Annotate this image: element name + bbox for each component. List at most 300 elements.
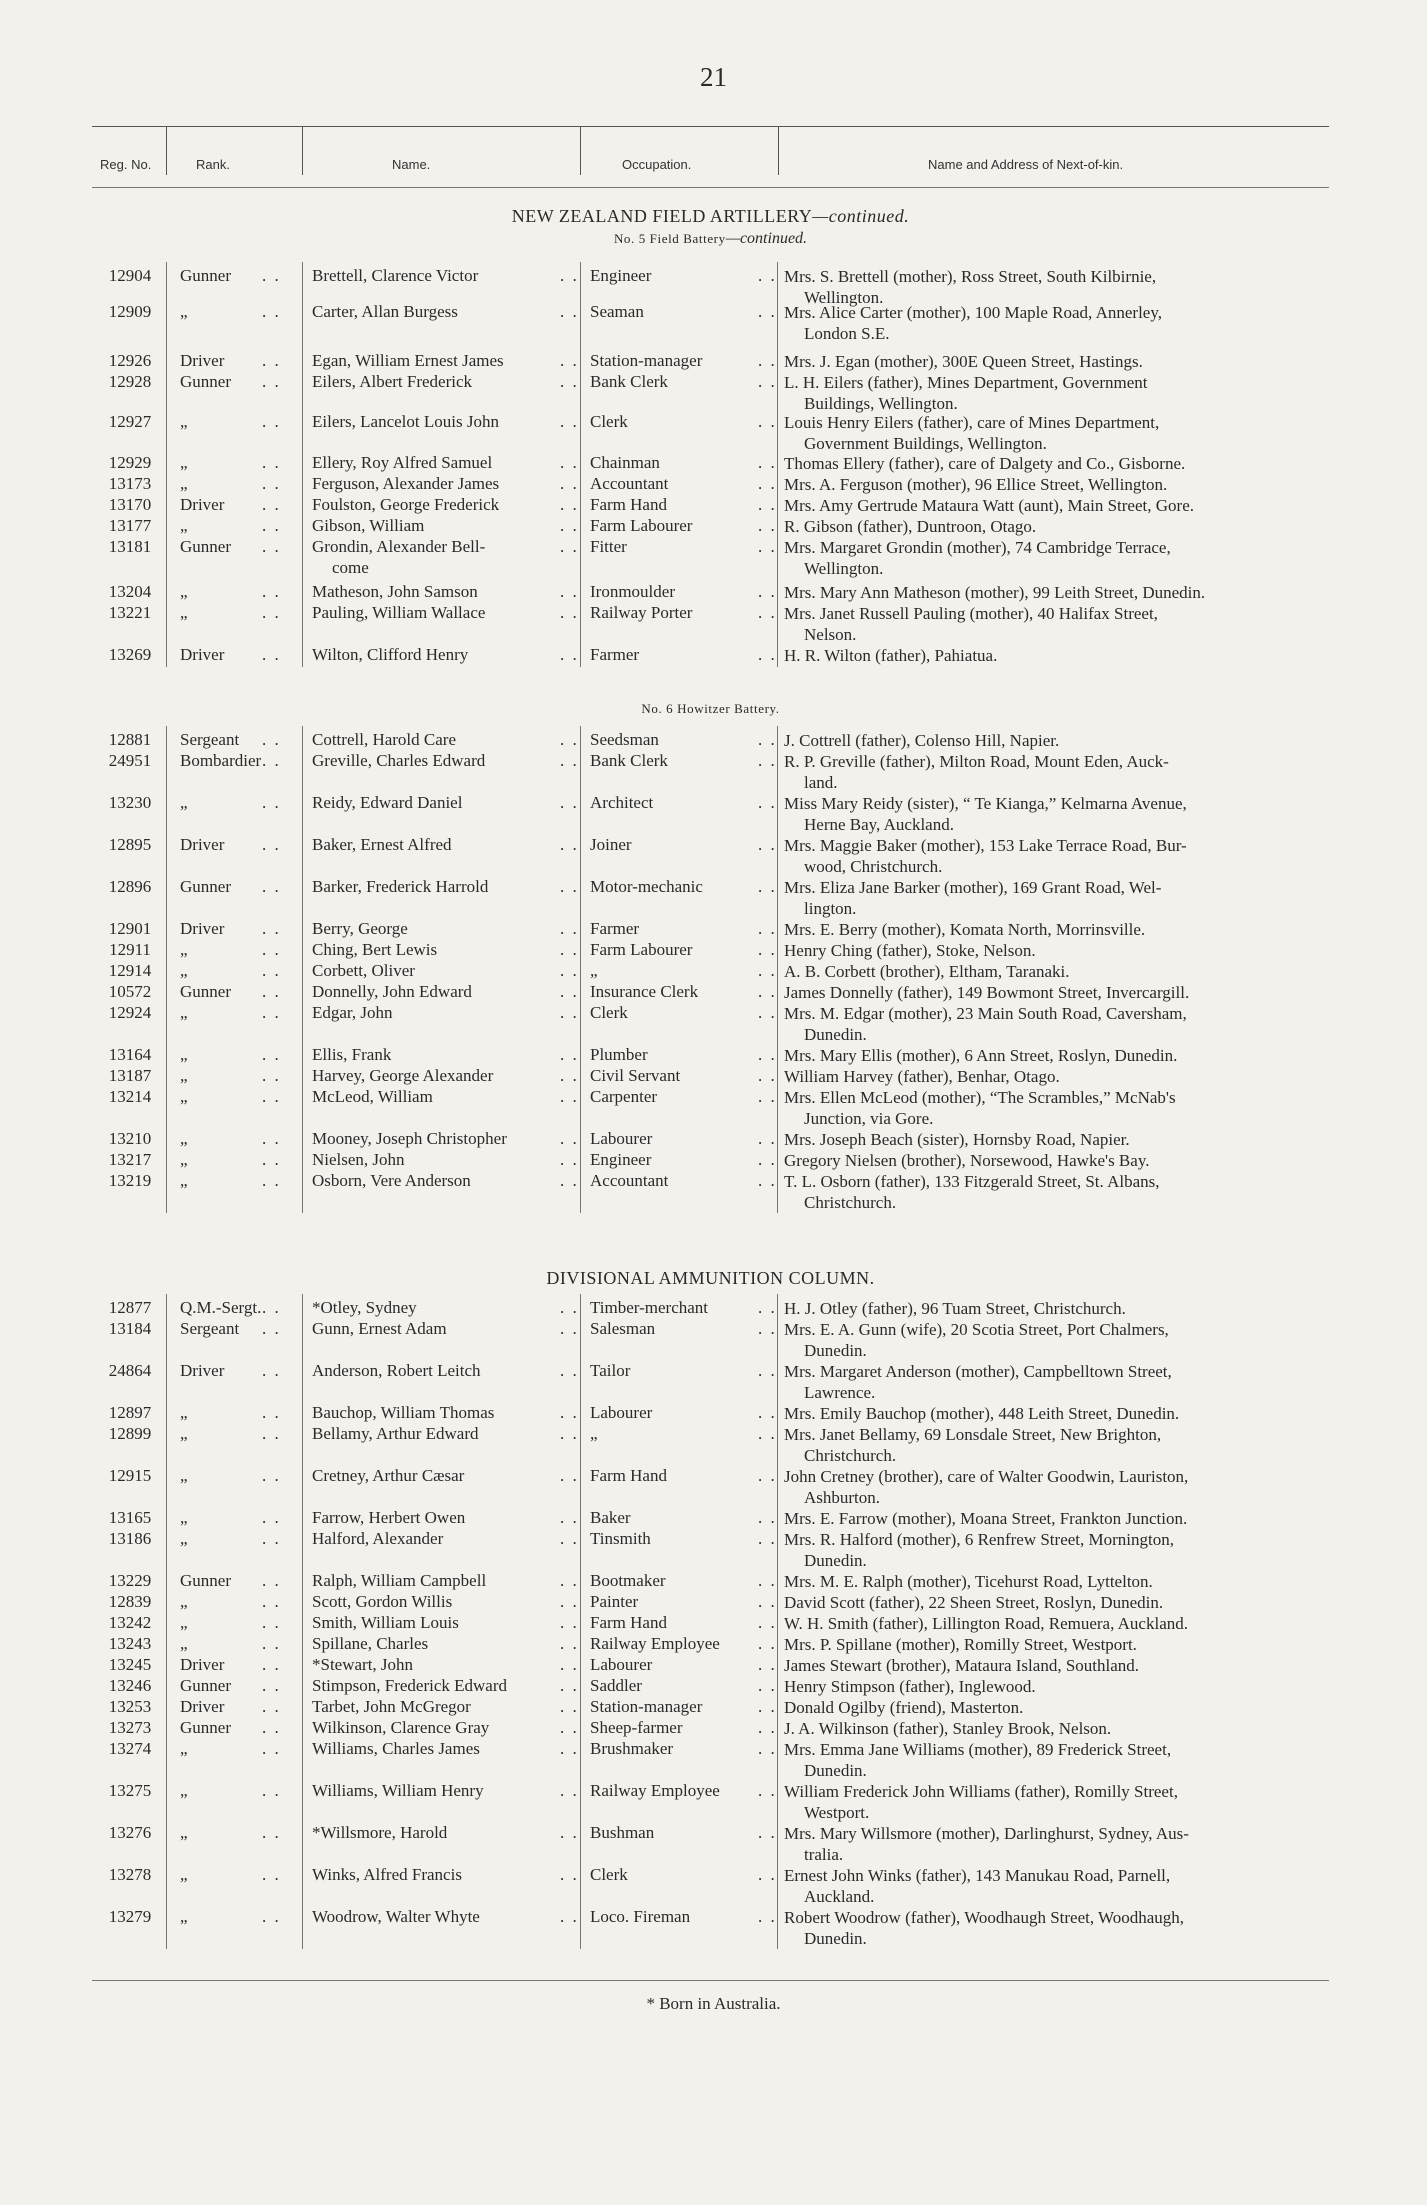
reg-number: 13245 xyxy=(108,1655,152,1674)
table-row xyxy=(0,495,1340,515)
next-of-kin xyxy=(784,1424,1350,1466)
rank: „ xyxy=(180,793,188,812)
occupation: Labourer xyxy=(590,1403,653,1422)
table-row xyxy=(0,1150,1340,1170)
next-of-kin-line: R. Gibson (father), Duntroon, Otago. xyxy=(784,517,1037,536)
occupation: Labourer xyxy=(590,1129,653,1148)
leader-dots: . . xyxy=(758,730,777,749)
occupation: Accountant xyxy=(590,474,669,493)
reg-number: 13274 xyxy=(108,1739,152,1758)
reg-number: 13210 xyxy=(108,1129,152,1148)
section-title-text: DIVISIONAL AMMUNITION COLUMN. xyxy=(546,1268,875,1288)
reg-number: 12914 xyxy=(108,961,152,980)
next-of-kin xyxy=(784,1634,1350,1655)
occupation: Loco. Fireman xyxy=(590,1907,691,1926)
next-of-kin xyxy=(784,1298,1350,1319)
occupation: Timber-merchant xyxy=(590,1298,709,1317)
occupation: Clerk xyxy=(590,1865,628,1884)
next-of-kin-line: Mrs. Margaret Anderson (mother), Campbelltown Street, xyxy=(784,1362,1172,1381)
leader-dots: . . xyxy=(758,877,777,896)
rank: „ xyxy=(180,1634,188,1653)
next-of-kin-line: Mrs. Margaret Grondin (mother), 74 Cambridge Terrace, xyxy=(784,538,1171,557)
next-of-kin-line: W. H. Smith (father), Lillington Road, Remuera, Auckland. xyxy=(784,1614,1188,1633)
next-of-kin xyxy=(784,919,1350,940)
leader-dots: . . xyxy=(758,582,777,601)
header-separator xyxy=(778,127,779,175)
next-of-kin-line: John Cretney (brother), care of Walter Goodwin, Lauriston, xyxy=(784,1467,1189,1486)
reg-number: 13204 xyxy=(108,582,152,601)
leader-dots: . . xyxy=(758,1319,777,1338)
rank: Bombardier xyxy=(180,751,262,770)
leader-dots: . . xyxy=(758,1865,777,1884)
next-of-kin-line: Mrs. Ellen McLeod (mother), “The Scrambles,” McNab's xyxy=(784,1088,1176,1107)
table-row xyxy=(0,961,1340,981)
leader-dots: . . xyxy=(560,1907,579,1926)
next-of-kin-line-continued: Christchurch. xyxy=(804,1446,897,1465)
next-of-kin xyxy=(784,877,1350,919)
next-of-kin xyxy=(784,982,1350,1003)
reg-number: 13187 xyxy=(108,1066,152,1085)
next-of-kin xyxy=(784,645,1350,666)
rank: „ xyxy=(180,1087,188,1106)
table-row xyxy=(0,877,1340,918)
leader-dots: . . xyxy=(758,1718,777,1737)
section-title-continued: —continued. xyxy=(812,206,910,226)
reg-number: 13214 xyxy=(108,1087,152,1106)
soldier-name: Mooney, Joseph Christopher xyxy=(312,1129,507,1148)
occupation: Farm Labourer xyxy=(590,516,693,535)
rank: „ xyxy=(180,1466,188,1485)
leader-dots: . . xyxy=(758,351,777,370)
leader-dots: . . xyxy=(758,982,777,1001)
rank: „ xyxy=(180,940,188,959)
next-of-kin xyxy=(784,453,1350,474)
next-of-kin xyxy=(784,412,1350,454)
next-of-kin-line-continued: Junction, via Gore. xyxy=(804,1109,934,1128)
leader-dots: . . xyxy=(758,1592,777,1611)
section-subtitle-text: No. 6 Howitzer Battery. xyxy=(641,701,780,716)
reg-number: 12839 xyxy=(108,1592,152,1611)
leader-dots: . . xyxy=(262,516,281,535)
table-row xyxy=(0,266,1340,307)
reg-number: 13186 xyxy=(108,1529,152,1548)
leader-dots: . . xyxy=(758,1781,777,1800)
leader-dots: . . xyxy=(262,919,281,938)
rank: „ xyxy=(180,1865,188,1884)
next-of-kin xyxy=(784,1655,1350,1676)
leader-dots: . . xyxy=(262,793,281,812)
table-row xyxy=(0,1087,1340,1128)
next-of-kin xyxy=(784,582,1350,603)
rank: Driver xyxy=(180,919,225,938)
table-row xyxy=(0,1508,1340,1528)
soldier-name: Pauling, William Wallace xyxy=(312,603,486,622)
rank: Gunner xyxy=(180,1718,231,1737)
rank: „ xyxy=(180,1739,188,1758)
next-of-kin-line-continued: Lawrence. xyxy=(804,1383,876,1402)
reg-number: 12901 xyxy=(108,919,152,938)
leader-dots: . . xyxy=(262,645,281,664)
soldier-name: Corbett, Oliver xyxy=(312,961,415,980)
leader-dots: . . xyxy=(758,1424,777,1443)
soldier-name: Halford, Alexander xyxy=(312,1529,444,1548)
next-of-kin-line: Mrs. Mary Ann Matheson (mother), 99 Leith Street, Dunedin. xyxy=(784,583,1206,602)
reg-number: 13165 xyxy=(108,1508,152,1527)
next-of-kin-line: Mrs. Mary Willsmore (mother), Darlinghurst, Sydney, Aus- xyxy=(784,1824,1189,1843)
table-row xyxy=(0,1466,1340,1507)
table-row xyxy=(0,1529,1340,1570)
table-row xyxy=(0,302,1340,343)
leader-dots: . . xyxy=(262,266,281,285)
reg-number: 13181 xyxy=(108,537,152,556)
occupation: Insurance Clerk xyxy=(590,982,699,1001)
leader-dots: . . xyxy=(758,940,777,959)
column-header xyxy=(92,126,1329,188)
leader-dots: . . xyxy=(262,1592,281,1611)
table-row xyxy=(0,412,1340,453)
leader-dots: . . xyxy=(262,1403,281,1422)
next-of-kin-line-continued: Wellington. xyxy=(804,559,884,578)
leader-dots: . . xyxy=(758,1529,777,1548)
occupation: „ xyxy=(590,1424,598,1443)
leader-dots: . . xyxy=(758,1907,777,1926)
table-row xyxy=(0,1171,1340,1212)
table-row xyxy=(0,1718,1340,1738)
leader-dots: . . xyxy=(262,1319,281,1338)
table-row xyxy=(0,453,1340,473)
soldier-name: *Willsmore, Harold xyxy=(312,1823,448,1842)
table-row xyxy=(0,1676,1340,1696)
rank: „ xyxy=(180,603,188,622)
soldier-name: Williams, William Henry xyxy=(312,1781,484,1800)
leader-dots: . . xyxy=(758,1571,777,1590)
leader-dots: . . xyxy=(560,495,579,514)
table-row xyxy=(0,982,1340,1002)
leader-dots: . . xyxy=(560,474,579,493)
next-of-kin xyxy=(784,1403,1350,1424)
leader-dots: . . xyxy=(758,537,777,556)
soldier-name: Wilkinson, Clarence Gray xyxy=(312,1718,490,1737)
soldier-name: Stimpson, Frederick Edward xyxy=(312,1676,507,1695)
next-of-kin xyxy=(784,1087,1350,1129)
leader-dots: . . xyxy=(758,1171,777,1190)
next-of-kin xyxy=(784,1066,1350,1087)
rank: Sergeant xyxy=(180,1319,240,1338)
leader-dots: . . xyxy=(262,453,281,472)
rank: „ xyxy=(180,1508,188,1527)
table-row xyxy=(0,1697,1340,1717)
header-name: Name. xyxy=(392,157,431,172)
next-of-kin xyxy=(784,1045,1350,1066)
table-row xyxy=(0,1592,1340,1612)
leader-dots: . . xyxy=(262,1150,281,1169)
column-rule xyxy=(166,262,167,667)
leader-dots: . . xyxy=(262,1781,281,1800)
section-title xyxy=(92,206,1329,227)
leader-dots: . . xyxy=(262,474,281,493)
leader-dots: . . xyxy=(560,537,579,556)
table-row xyxy=(0,1613,1340,1633)
leader-dots: . . xyxy=(560,1087,579,1106)
leader-dots: . . xyxy=(560,751,579,770)
leader-dots: . . xyxy=(262,372,281,391)
reg-number: 13164 xyxy=(108,1045,152,1064)
occupation: Tailor xyxy=(590,1361,631,1380)
occupation: Painter xyxy=(590,1592,639,1611)
leader-dots: . . xyxy=(262,1466,281,1485)
leader-dots: . . xyxy=(560,1403,579,1422)
column-rule xyxy=(302,1294,303,1949)
next-of-kin-line: Mrs. J. Egan (mother), 300E Queen Street, Hastings. xyxy=(784,352,1143,371)
leader-dots: . . xyxy=(262,1003,281,1022)
reg-number: 12904 xyxy=(108,266,152,285)
table-row xyxy=(0,1298,1340,1318)
next-of-kin-line: Mrs. M. E. Ralph (mother), Ticehurst Road, Lyttelton. xyxy=(784,1572,1153,1591)
next-of-kin xyxy=(784,516,1350,537)
occupation: Accountant xyxy=(590,1171,669,1190)
leader-dots: . . xyxy=(262,1298,281,1317)
column-rule xyxy=(777,1294,778,1949)
leader-dots: . . xyxy=(560,645,579,664)
soldier-name: Tarbet, John McGregor xyxy=(312,1697,471,1716)
next-of-kin-line: Mrs. R. Halford (mother), 6 Renfrew Street, Mornington, xyxy=(784,1530,1174,1549)
next-of-kin-line-continued: Westport. xyxy=(804,1803,870,1822)
next-of-kin-line: Mrs. P. Spillane (mother), Romilly Street, Westport. xyxy=(784,1635,1137,1654)
soldier-name: *Stewart, John xyxy=(312,1655,414,1674)
occupation: Fitter xyxy=(590,537,627,556)
soldier-name: Gunn, Ernest Adam xyxy=(312,1319,447,1338)
soldier-name: Donnelly, John Edward xyxy=(312,982,472,1001)
occupation: „ xyxy=(590,961,598,980)
table-row xyxy=(0,351,1340,371)
soldier-name: Ferguson, Alexander James xyxy=(312,474,500,493)
rank: Driver xyxy=(180,495,225,514)
reg-number: 12897 xyxy=(108,1403,152,1422)
reg-number: 12927 xyxy=(108,412,152,431)
next-of-kin xyxy=(784,1739,1350,1781)
leader-dots: . . xyxy=(262,603,281,622)
occupation: Carpenter xyxy=(590,1087,658,1106)
reg-number: 12899 xyxy=(108,1424,152,1443)
occupation: Architect xyxy=(590,793,654,812)
header-next-of-kin: Name and Address of Next-of-kin. xyxy=(928,157,1124,172)
next-of-kin xyxy=(784,1171,1350,1213)
column-rule xyxy=(302,726,303,1213)
leader-dots: . . xyxy=(262,1508,281,1527)
occupation: Farm Hand xyxy=(590,1613,667,1632)
rank: Driver xyxy=(180,351,225,370)
leader-dots: . . xyxy=(262,1171,281,1190)
next-of-kin xyxy=(784,372,1350,414)
column-rule xyxy=(777,262,778,667)
leader-dots: . . xyxy=(758,1697,777,1716)
leader-dots: . . xyxy=(758,603,777,622)
rank: Gunner xyxy=(180,1676,231,1695)
next-of-kin-line: Robert Woodrow (father), Woodhaugh Street, Woodhaugh, xyxy=(784,1908,1185,1927)
reg-number: 13170 xyxy=(108,495,152,514)
leader-dots: . . xyxy=(758,793,777,812)
table-row xyxy=(0,1003,1340,1044)
table-row xyxy=(0,793,1340,834)
leader-dots: . . xyxy=(262,961,281,980)
rank: Driver xyxy=(180,1655,225,1674)
column-rule xyxy=(580,726,581,1213)
next-of-kin-line: Mrs. Eliza Jane Barker (mother), 169 Grant Road, Wel- xyxy=(784,878,1162,897)
table-row xyxy=(0,372,1340,413)
next-of-kin-line-continued: Herne Bay, Auckland. xyxy=(804,815,954,834)
next-of-kin-line: T. L. Osborn (father), 133 Fitzgerald Street, St. Albans, xyxy=(784,1172,1160,1191)
soldier-name: Foulston, George Frederick xyxy=(312,495,500,514)
rank: Gunner xyxy=(180,372,231,391)
leader-dots: . . xyxy=(560,1298,579,1317)
rank: „ xyxy=(180,516,188,535)
rank: Driver xyxy=(180,1361,225,1380)
leader-dots: . . xyxy=(758,302,777,321)
section-subtitle xyxy=(92,230,1329,248)
leader-dots: . . xyxy=(262,1655,281,1674)
next-of-kin-line-continued: Christchurch. xyxy=(804,1193,897,1212)
next-of-kin-line: Donald Ogilby (friend), Masterton. xyxy=(784,1698,1024,1717)
next-of-kin-line-continued: Nelson. xyxy=(804,625,857,644)
occupation: Clerk xyxy=(590,1003,628,1022)
reg-number: 12926 xyxy=(108,351,152,370)
next-of-kin-line: Henry Ching (father), Stoke, Nelson. xyxy=(784,941,1036,960)
section-subtitle xyxy=(92,700,1329,718)
soldier-name: Woodrow, Walter Whyte xyxy=(312,1907,480,1926)
occupation: Ironmoulder xyxy=(590,582,675,601)
leader-dots: . . xyxy=(758,919,777,938)
leader-dots: . . xyxy=(560,582,579,601)
footer-rule xyxy=(92,1980,1329,1981)
next-of-kin-line: Mrs. Emily Bauchop (mother), 448 Leith Street, Dunedin. xyxy=(784,1404,1180,1423)
reg-number: 13253 xyxy=(108,1697,152,1716)
rank: „ xyxy=(180,582,188,601)
table-row xyxy=(0,1319,1340,1360)
next-of-kin xyxy=(784,1466,1350,1508)
next-of-kin xyxy=(784,1571,1350,1592)
occupation: Labourer xyxy=(590,1655,653,1674)
soldier-name: Osborn, Vere Anderson xyxy=(312,1171,471,1190)
occupation: Farm Labourer xyxy=(590,940,693,959)
leader-dots: . . xyxy=(560,1571,579,1590)
next-of-kin xyxy=(784,835,1350,877)
next-of-kin xyxy=(784,474,1350,495)
leader-dots: . . xyxy=(262,1129,281,1148)
next-of-kin xyxy=(784,1129,1350,1150)
table-row xyxy=(0,1907,1340,1948)
next-of-kin xyxy=(784,1003,1350,1045)
soldier-name: Grondin, Alexander Bell- xyxy=(312,537,486,556)
leader-dots: . . xyxy=(758,1508,777,1527)
next-of-kin xyxy=(784,1319,1350,1361)
next-of-kin-line: Mrs. Janet Bellamy, 69 Lonsdale Street, New Brighton, xyxy=(784,1425,1162,1444)
leader-dots: . . xyxy=(758,1298,777,1317)
rank: Driver xyxy=(180,835,225,854)
leader-dots: . . xyxy=(560,1003,579,1022)
header-rank: Rank. xyxy=(196,157,230,172)
leader-dots: . . xyxy=(758,961,777,980)
leader-dots: . . xyxy=(560,982,579,1001)
reg-number: 13279 xyxy=(108,1907,152,1926)
next-of-kin xyxy=(784,1718,1350,1739)
header-separator xyxy=(302,127,303,175)
leader-dots: . . xyxy=(560,372,579,391)
leader-dots: . . xyxy=(262,1066,281,1085)
reg-number: 13173 xyxy=(108,474,152,493)
occupation: Saddler xyxy=(590,1676,642,1695)
occupation: Bootmaker xyxy=(590,1571,666,1590)
reg-number: 12896 xyxy=(108,877,152,896)
rank: „ xyxy=(180,1045,188,1064)
leader-dots: . . xyxy=(560,1697,579,1716)
header-separator xyxy=(166,127,167,175)
leader-dots: . . xyxy=(262,582,281,601)
reg-number: 12895 xyxy=(108,835,152,854)
soldier-name: Winks, Alfred Francis xyxy=(312,1865,462,1884)
next-of-kin xyxy=(784,1592,1350,1613)
soldier-name: Egan, William Ernest James xyxy=(312,351,504,370)
soldier-name: Barker, Frederick Harrold xyxy=(312,877,489,896)
leader-dots: . . xyxy=(560,266,579,285)
rank: „ xyxy=(180,1003,188,1022)
leader-dots: . . xyxy=(560,302,579,321)
occupation: Farmer xyxy=(590,919,640,938)
next-of-kin-line: H. J. Otley (father), 96 Tuam Street, Christchurch. xyxy=(784,1299,1126,1318)
reg-number: 13278 xyxy=(108,1865,152,1884)
next-of-kin xyxy=(784,1697,1350,1718)
next-of-kin xyxy=(784,351,1350,372)
next-of-kin-line-continued: Buildings, Wellington. xyxy=(804,394,958,413)
soldier-name: Eilers, Albert Frederick xyxy=(312,372,473,391)
leader-dots: . . xyxy=(262,1087,281,1106)
next-of-kin-line: L. H. Eilers (father), Mines Department, Government xyxy=(784,373,1148,392)
soldier-name: McLeod, William xyxy=(312,1087,433,1106)
soldier-name: Williams, Charles James xyxy=(312,1739,480,1758)
next-of-kin-line: Mrs. A. Ferguson (mother), 96 Ellice Street, Wellington. xyxy=(784,475,1168,494)
next-of-kin xyxy=(784,495,1350,516)
next-of-kin-line: Ernest John Winks (father), 143 Manukau Road, Parnell, xyxy=(784,1866,1171,1885)
table-row xyxy=(0,940,1340,960)
rank: „ xyxy=(180,1907,188,1926)
leader-dots: . . xyxy=(262,751,281,770)
rank: Driver xyxy=(180,1697,225,1716)
reg-number: 12881 xyxy=(108,730,152,749)
leader-dots: . . xyxy=(560,940,579,959)
soldier-name: Harvey, George Alexander xyxy=(312,1066,494,1085)
column-rule xyxy=(166,1294,167,1949)
occupation: Plumber xyxy=(590,1045,648,1064)
leader-dots: . . xyxy=(560,1171,579,1190)
leader-dots: . . xyxy=(262,1045,281,1064)
reg-number: 13246 xyxy=(108,1676,152,1695)
occupation: Engineer xyxy=(590,266,652,285)
leader-dots: . . xyxy=(560,1655,579,1674)
occupation: Farmer xyxy=(590,645,640,664)
leader-dots: . . xyxy=(758,1403,777,1422)
next-of-kin-line-continued: land. xyxy=(804,773,838,792)
next-of-kin-line: Mrs. E. A. Gunn (wife), 20 Scotia Street, Port Chalmers, xyxy=(784,1320,1169,1339)
table-row xyxy=(0,835,1340,876)
reg-number: 13177 xyxy=(108,516,152,535)
soldier-name: Berry, George xyxy=(312,919,408,938)
leader-dots: . . xyxy=(262,1361,281,1380)
header-reg-no: Reg. No. xyxy=(100,157,152,172)
soldier-name: Matheson, John Samson xyxy=(312,582,478,601)
soldier-name: Bauchop, William Thomas xyxy=(312,1403,495,1422)
section-subtitle-text: No. 5 Field Battery xyxy=(613,231,726,246)
reg-number: 13230 xyxy=(108,793,152,812)
leader-dots: . . xyxy=(758,1613,777,1632)
